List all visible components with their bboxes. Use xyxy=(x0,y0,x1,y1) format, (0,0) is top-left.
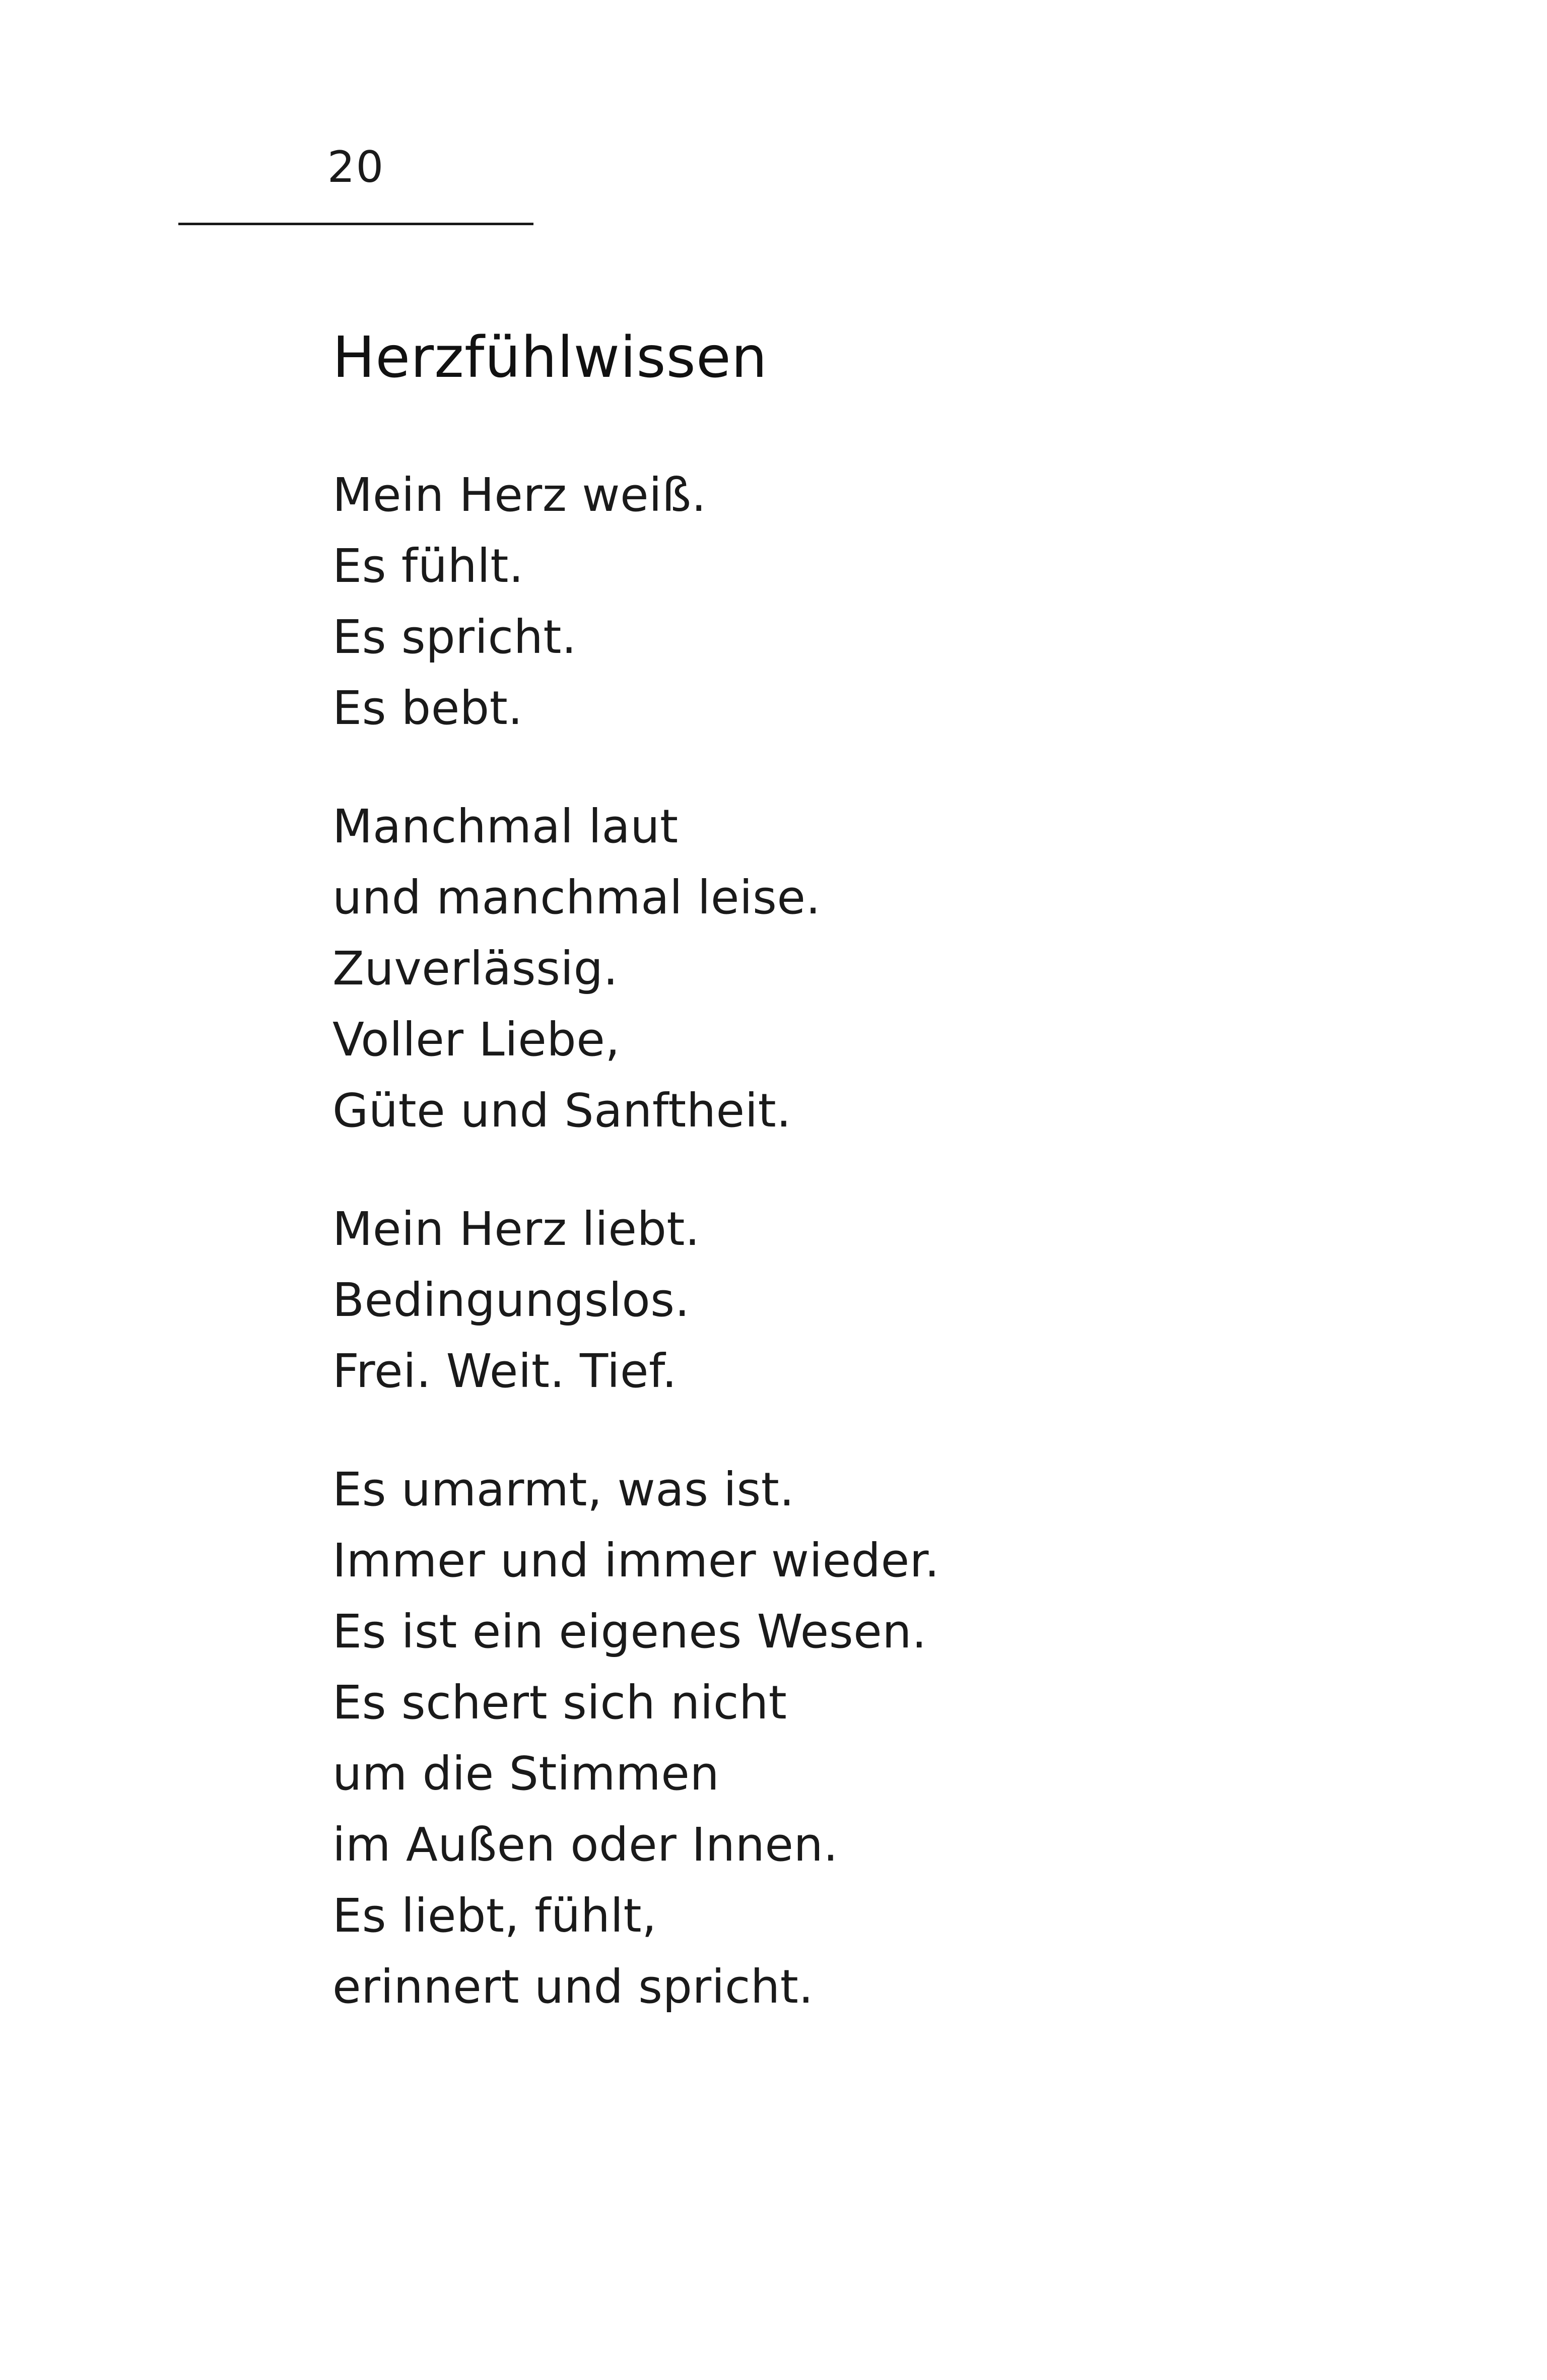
verse-line: Es ist ein eigenes Wesen. xyxy=(332,1605,927,1659)
verse-line: erinnert und spricht. xyxy=(332,1960,814,2014)
verse-line: und manchmal leise. xyxy=(332,871,821,924)
verse-line: Es umarmt, was ist. xyxy=(332,1463,795,1516)
verse-line: Zuverlässig. xyxy=(332,942,619,996)
verse-line: Es fühlt. xyxy=(332,539,524,593)
verse-line: Manchmal laut xyxy=(332,800,679,853)
poem xyxy=(332,322,1390,2070)
verse-line: Mein Herz weiß. xyxy=(332,468,707,522)
verse-line: Es schert sich nicht xyxy=(332,1676,787,1730)
header-rule xyxy=(178,223,533,225)
poem-title: Herzfühlwissen xyxy=(332,325,768,390)
verse-line: Immer und immer wieder. xyxy=(332,1534,940,1588)
stanza-1 xyxy=(332,459,1390,744)
verse-line: Frei. Weit. Tief. xyxy=(332,1344,677,1398)
verse-line: Es spricht. xyxy=(332,610,577,664)
page-number: 20 xyxy=(327,142,385,192)
verse-line: Es bebt. xyxy=(332,681,523,735)
stanza-2 xyxy=(332,791,1390,1146)
verse-line: Es liebt, fühlt, xyxy=(332,1889,657,1943)
verse-line: Mein Herz liebt. xyxy=(332,1202,700,1256)
verse-line: Voller Liebe, xyxy=(332,1013,621,1067)
verse-line: um die Stimmen xyxy=(332,1747,720,1801)
verse-line: Güte und Sanftheit. xyxy=(332,1084,791,1138)
verse-line: Bedingungslos. xyxy=(332,1273,690,1327)
stanza-4 xyxy=(332,1454,1390,2022)
stanzas xyxy=(332,459,1390,2022)
verse-line: im Außen oder Innen. xyxy=(332,1818,839,1872)
stanza-3 xyxy=(332,1194,1390,1407)
